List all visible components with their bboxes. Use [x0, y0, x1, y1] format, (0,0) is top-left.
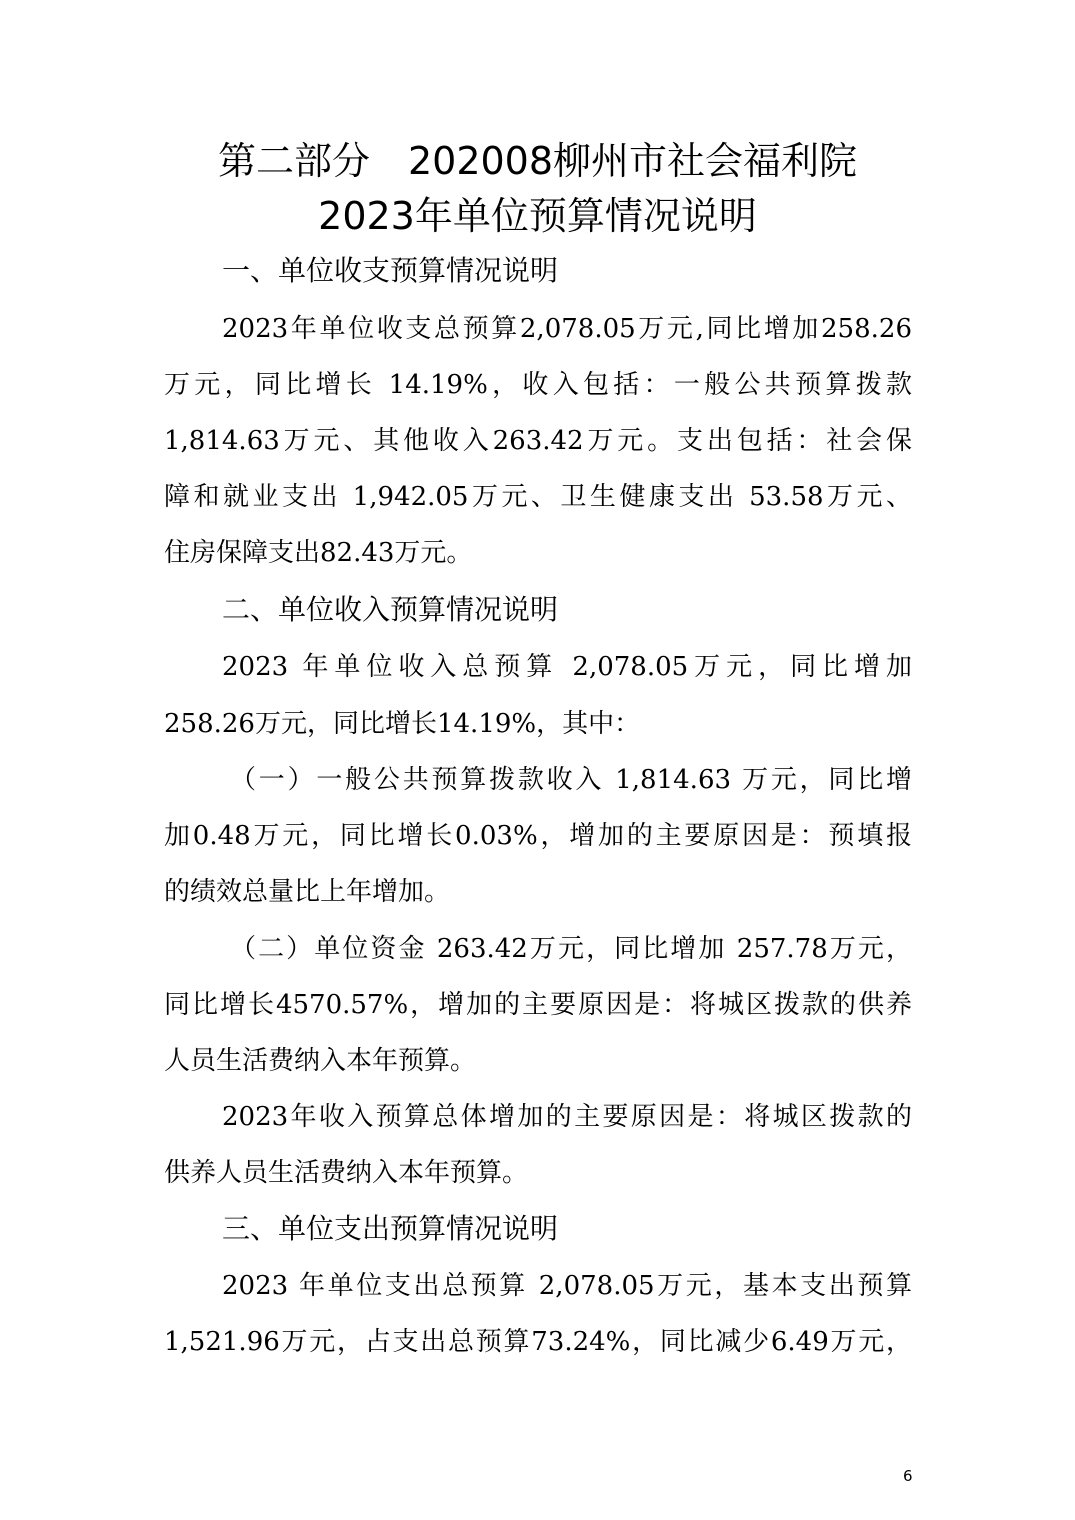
section3-heading: 三、单位支出预算情况说明: [222, 1212, 559, 1245]
section2-p3-line-3: 人员生活费纳入本年预算。: [164, 1046, 477, 1076]
section2-p1-line-1: 2023 年单位收入总预算 2,078.05万元，同比增加: [222, 652, 912, 682]
section1-line-1: 2023年单位收支总预算2,078.05万元,同比增加258.26: [222, 314, 912, 344]
section3-line-2: 1,521.96万元，占支出总预算73.24%，同比减少6.49万元，: [164, 1327, 912, 1357]
section2-p1-line-2: 258.26万元，同比增长14.19%，其中：: [164, 709, 641, 739]
section2-p2-line-1: （一）一般公共预算拨款收入 1,814.63 万元，同比增: [230, 765, 912, 795]
section1-line-5: 住房保障支出82.43万元。: [164, 538, 473, 568]
document-title-line1: 第二部分 202008柳州市社会福利院: [217, 139, 858, 183]
section1-line-2: 万元，同比增长 14.19%，收入包括：一般公共预算拨款: [164, 370, 912, 400]
section2-p4-line-1: 2023年收入预算总体增加的主要原因是：将城区拨款的: [222, 1102, 912, 1132]
section2-p4-line-2: 供养人员生活费纳入本年预算。: [164, 1158, 529, 1188]
section3-line-1: 2023 年单位支出总预算 2,078.05万元，基本支出预算: [222, 1271, 912, 1301]
section1-heading: 一、单位收支预算情况说明: [222, 254, 559, 287]
section2-p3-line-1: （二）单位资金 263.42万元，同比增加 257.78万元，: [230, 934, 912, 964]
page-number: 6: [903, 1467, 913, 1485]
section1-line-3: 1,814.63万元、其他收入263.42万元。支出包括：社会保: [164, 426, 912, 456]
document-title-line2: 2023年单位预算情况说明: [318, 194, 757, 238]
section2-p3-line-2: 同比增长4570.57%，增加的主要原因是：将城区拨款的供养: [164, 990, 912, 1020]
section2-heading: 二、单位收入预算情况说明: [222, 593, 559, 626]
section2-p2-line-2: 加0.48万元，同比增长0.03%，增加的主要原因是：预填报: [164, 821, 912, 851]
section1-line-4: 障和就业支出 1,942.05万元、卫生健康支出 53.58万元、: [164, 482, 912, 512]
section2-p2-line-3: 的绩效总量比上年增加。: [164, 877, 451, 907]
